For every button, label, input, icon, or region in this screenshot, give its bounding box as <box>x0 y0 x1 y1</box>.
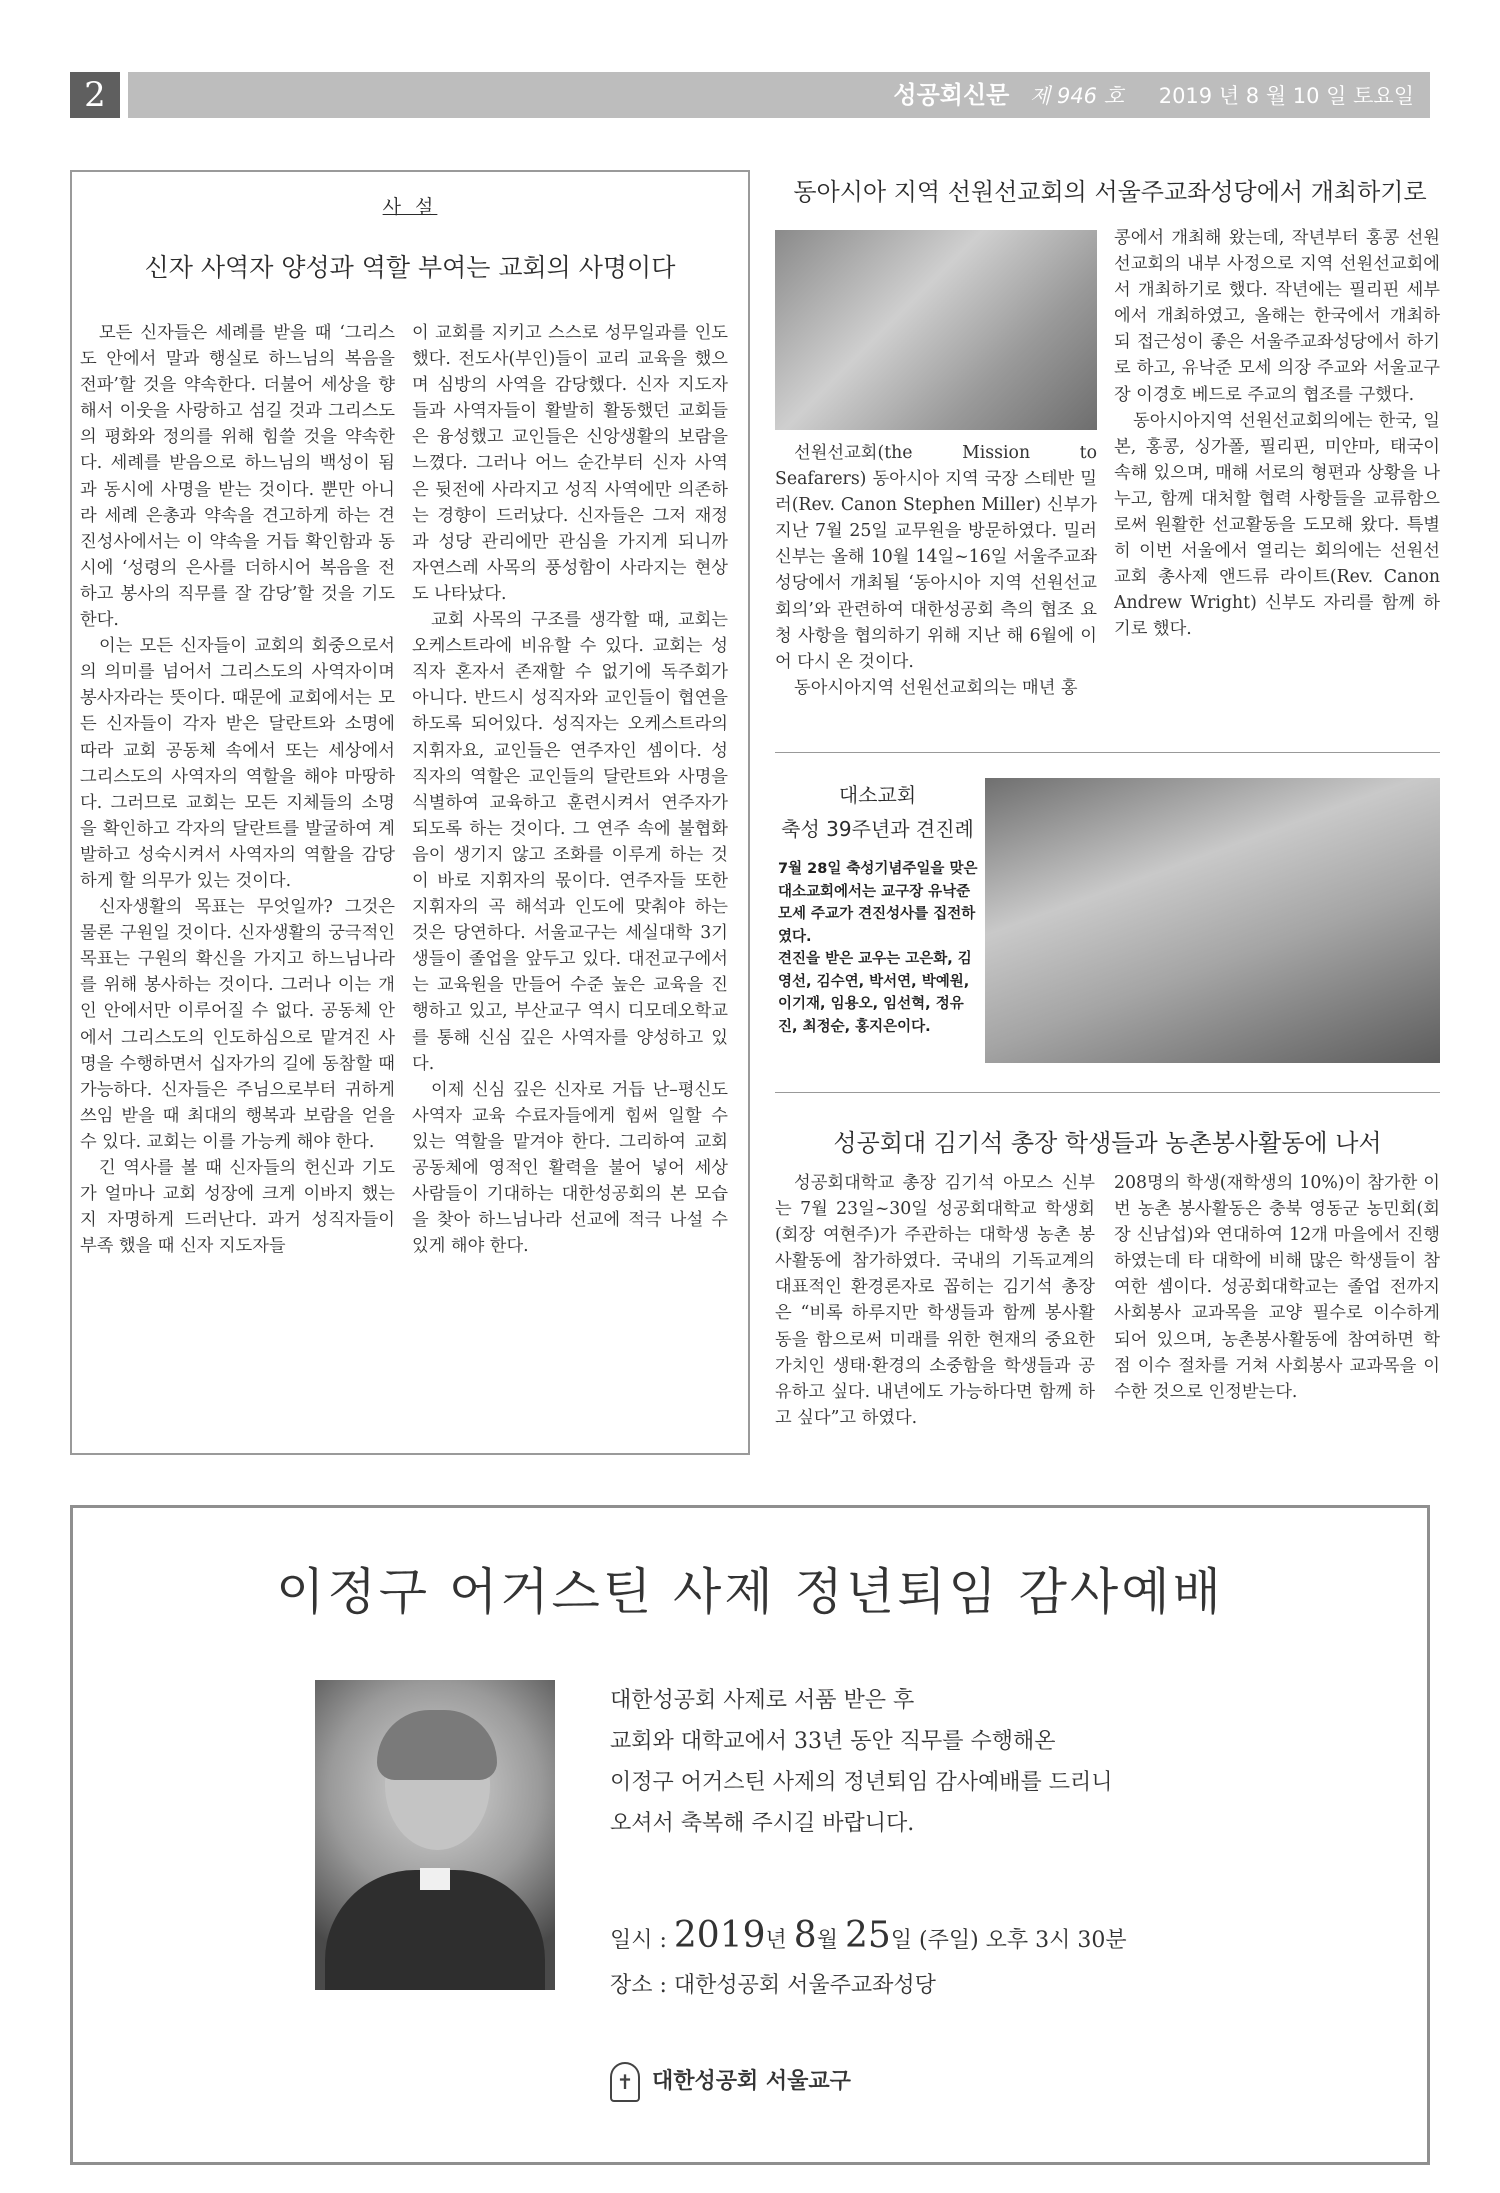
article1-title: 동아시아 지역 선원선교회의 서울주교좌성당에서 개최하기로 <box>793 178 1427 206</box>
divider <box>775 752 1440 753</box>
paragraph: 성공회대학교 총장 김기석 아모스 신부는 7월 23일~30일 성공회대학교 학생회(회장 여현주)가 주관하는 대학생 농촌 봉사활동에 참가하였다. 국내의 기독교계의 대표적인 환경론자로 꼽히는 김기석 총장은 “비록 하루지만 학생들과 함께 봉사활동을 함으로써 미래를 위한 현재의 중요한 가치인 생태·환경의 소중함을 학생들과 공유하고 싶다. 내년에도 가능하다면 함께 하고 싶다”고 하였다. <box>775 1173 1095 1428</box>
notice-title: 이정구 어거스틴 사제 정년퇴임 감사예배 <box>276 1563 1224 1621</box>
article1-column-2 <box>1114 225 1440 730</box>
organization-name: 대한성공회 서울교구 <box>652 2069 851 2094</box>
paragraph: 콩에서 개최해 왔는데, 작년부터 홍콩 선원선교회의 내부 사정으로 지역 선원선교회에서 개최하기로 했다. 작년에는 필리핀 세부에서 개최하였고, 올해는 한국에서 개최하되 접근성이 좋은 서울주교좌성당에서 하기로 하고, 유낙준 모세 의장 주교와 서울교구장 이경호 베드로 주교의 협조를 구했다. <box>1114 228 1440 405</box>
article2-column-1 <box>775 1170 1095 1460</box>
paragraph: 208명의 학생(재학생의 10%)이 참가한 이번 농촌 봉사활동은 충북 영동군 농민회(회장 신남섭)와 연대하여 12개 마을에서 진행하였는데 타 대학에 비해 많은 학생들이 참여한 셈이다. 성공회대학교는 졸업 전까지 사회봉사 교과목을 교양 필수로 이수하게 되어 있으며, 농촌봉사활동에 참여하면 학점 이수 절차를 거쳐 사회봉사 교과목을 이수한 것으로 인정받는다. <box>1114 1173 1440 1402</box>
issue-date: 2019 년 8 월 10 일 토요일 <box>1158 84 1414 108</box>
editorial-label: 사 설 <box>382 196 438 218</box>
header-bar <box>128 72 1430 118</box>
meeting-photo <box>775 230 1097 430</box>
paragraph: 신자생활의 목표는 무엇일까? 그것은 물론 구원일 것이다. 신자생활의 궁극적인 목표는 구원의 확신을 가지고 하느님나라를 위해 봉사하는 것이다. 그러나 이는 개인 안에서만 이루어질 수 없다. 공동체 안에서 그리스도의 인도하심으로 맡겨진 사명을 수행하면서 십자가의 길에 동참할 때 가능하다. 신자들은 주님으로부터 귀하게 쓰임 받을 때 최대의 행복과 보람을 얻을 수 있다. 교회는 이를 가능케 해야 한다. <box>80 897 395 1152</box>
paragraph: 이는 모든 신자들이 교회의 회중으로서의 의미를 넘어서 그리스도의 사역자이며 봉사자라는 뜻이다. 때문에 교회에서는 모든 신자들이 각자 받은 달란트와 소명에 따라 교회 공동체 속에서 또는 세상에서 그리스도의 사역자의 역할을 해야 마땅하다. 그러므로 교회는 모든 지체들의 소명을 확인하고 각자의 달란트를 발굴하여 계발하고 성숙시켜서 사역자의 역할을 감당하게 할 의무가 있는 것이다. <box>80 636 395 891</box>
priest-portrait <box>315 1680 555 1990</box>
photo-story-caption: 7월 28일 축성기념주일을 맞은 대소교회에서는 교구장 유낙준 모세 주교가 견진성사를 집전하였다. 견진을 받은 교우는 고은화, 김영선, 김수연, 박서연, 박예원, 이기재, 임용오, 임선혁, 정유진, 최정순, 홍지은이다. <box>778 861 978 1035</box>
photo-story-title: 대소교회 축성 39주년과 견진례 <box>781 783 974 841</box>
paragraph: 긴 역사를 볼 때 신자들의 헌신과 기도가 얼마나 교회 성장에 크게 이바지 했는지 자명하게 드러난다. 과거 성직자들이 부족 했을 때 신자 지도자들 <box>80 1158 395 1257</box>
diocese-logo <box>610 2060 895 2104</box>
paragraph: 교회 사목의 구조를 생각할 때, 교회는 오케스트라에 비유할 수 있다. 교회는 성직자 혼자서 존재할 수 없기에 독주회가 아니다. 반드시 성직자와 교인들이 협연을 하도록 되어있다. 성직자는 오케스트라의 지휘자요, 교인들은 연주자인 셈이다. 성직자의 역할은 교인들의 달란트와 사명을 식별하여 교육하고 훈련시켜서 연주자가 되도록 하는 것이다. 그 연주 속에 불협화음이 생기지 않고 조화를 이루게 하는 것이 바로 지휘자의 몫이다. 연주자들 또한 지휘자의 곡 해석과 인도에 맞춰야 하는 것은 당연하다. 서울교구는 세실대학 3기생들이 졸업을 앞두고 있다. 대전교구에서는 교육원을 만들어 수준 높은 교육을 진행하고 있고, 부산교구 역시 디모데오학교를 통해 신심 깊은 사역자를 양성하고 있다. <box>412 610 728 1074</box>
article2-column-2 <box>1114 1170 1440 1460</box>
editorial-title: 신자 사역자 양성과 역할 부여는 교회의 사명이다 <box>144 253 676 282</box>
paragraph: 모든 신자들은 세례를 받을 때 ‘그리스도 안에서 말과 행실로 하느님의 복음을 전파’할 것을 약속한다. 더불어 세상을 향해서 이웃을 사랑하고 섬길 것과 그리스도의 평화와 정의를 위해 힘쓸 것을 약속한다. 세례를 받음으로 하느님의 백성이 됨과 동시에 사명을 받는 것이다. 뿐만 아니라 세례 은총과 약속을 견고하게 하는 견진성사에서는 이 약속을 거듭 확인함과 동시에 ‘성령의 은사를 더하시어 복음을 전하고 봉사의 직무를 잘 감당’할 것을 기도한다. <box>80 323 395 631</box>
cross-emblem-icon: ✝ <box>610 2062 640 2102</box>
paragraph: 이 교회를 지키고 스스로 성무일과를 인도했다. 전도사(부인)들이 교리 교육을 했으며 심방의 사역을 감당했다. 신자 지도자들과 사역자들이 활발히 활동했던 교회들은 융성했고 교인들은 신앙생활의 보람을 느꼈다. 그러나 어느 순간부터 신자 사역은 뒷전에 사라지고 성직 사역에만 의존하는 경향이 드러났다. 신자들은 그저 재정과 성당 관리에만 관심을 가지게 되니까 자연스레 사목의 풍성함이 사라지는 현상도 나타났다. <box>412 323 728 604</box>
event-datetime: 일시 : 2019년 8월 25일 (주일) 오후 3시 30분 <box>610 1915 1127 1956</box>
paragraph: 동아시아지역 선원선교회의에는 한국, 일본, 홍콩, 싱가폴, 필리핀, 미얀마, 태국이 속해 있으며, 매해 서로의 형편과 상황을 나누고, 함께 대처할 협력 사항들을 교류함으로써 원활한 선교활동을 도모해 왔다. 특별히 이번 서울에서 열리는 회의에는 선원선교회 총사제 앤드류 라이트(Rev. Canon Andrew Wright) 신부도 자리를 함께 하기로 했다. <box>1114 410 1440 640</box>
issue-number: 제 946 호 <box>1030 84 1125 108</box>
page-number: 2 <box>70 72 120 118</box>
paragraph: 선원선교회(the Mission to Seafarers) 동아시아 지역 국장 스테반 밀러(Rev. Canon Stephen Miller) 신부가 지난 7월 25일 교무원을 방문하였다. 밀러 신부는 올해 10월 14일~16일 서울주교좌성당에서 개최될 ‘동아시아 지역 선원선교 회의’와 관련하여 대한성공회 측의 협조 요청 사항을 협의하기 위해 지난 해 6월에 이어 다시 온 것이다. <box>775 443 1097 672</box>
confirmation-group-photo <box>985 778 1440 1063</box>
paper-name: 성공회신문 <box>893 81 1010 109</box>
divider <box>775 1092 1440 1093</box>
paragraph: 동아시아지역 선원선교회의는 매년 홍 <box>794 677 1078 698</box>
event-place: 장소 : 대한성공회 서울주교좌성당 <box>610 1973 936 1998</box>
article1-column-1 <box>775 440 1097 730</box>
editorial-column-2 <box>412 320 728 1445</box>
editorial-column-1 <box>80 320 395 1445</box>
notice-message: 대한성공회 사제로 서품 받은 후 교회와 대학교에서 33년 동안 직무를 수행해온 이정구 어거스틴 사제의 정년퇴임 감사예배를 드리니 오셔서 축복해 주시길 바랍니다. <box>610 1688 1113 1836</box>
article2-title: 성공회대 김기석 총장 학생들과 농촌봉사활동에 나서 <box>833 1129 1382 1157</box>
paragraph: 이제 신심 깊은 신자로 거듭 난–평신도 사역자 교육 수료자들에게 힘써 일할 수 있는 역할을 맡겨야 한다. 그리하여 교회 공동체에 영적인 활력을 불어 넣어 세상 사람들이 기대하는 대한성공회의 본 모습을 찾아 하느님나라 선교에 적극 나설 수 있게 해야 한다. <box>412 1079 728 1257</box>
